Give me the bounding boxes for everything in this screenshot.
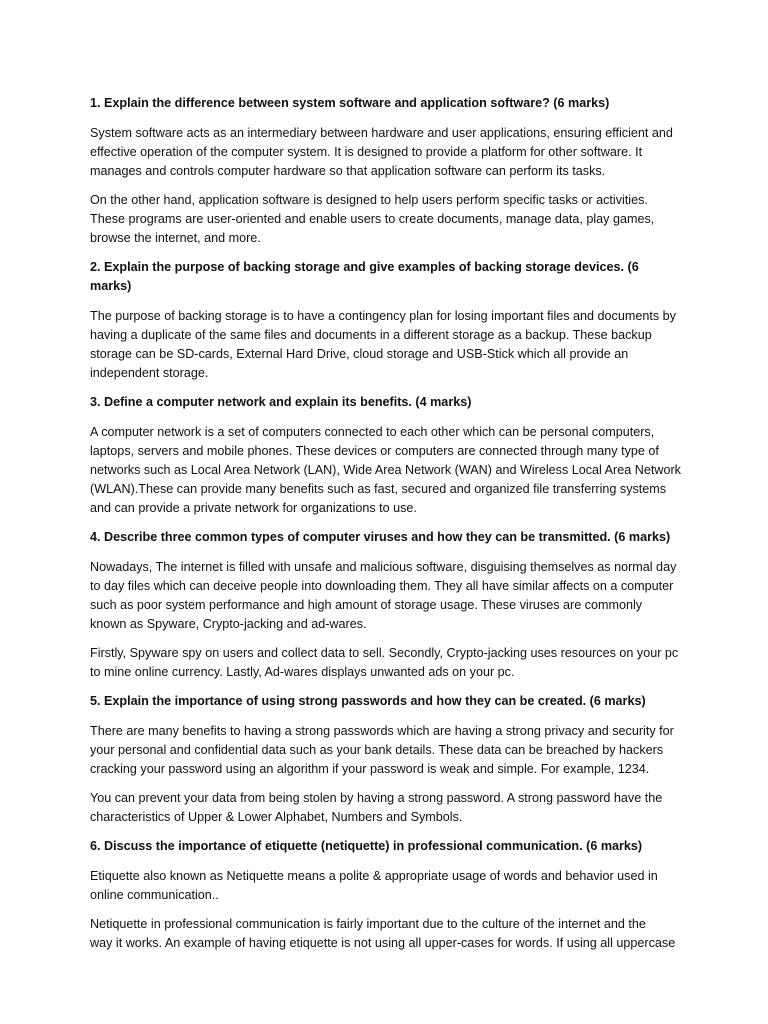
answer-line: On the other hand, application software is designed to help users perform specific tasks or activities. xyxy=(90,193,648,207)
answer-line: The purpose of backing storage is to have a contingency plan for losing important files and documents by xyxy=(90,309,676,323)
answer-line: having a duplicate of the same files and documents in a different storage as a backup. These backup xyxy=(90,328,652,342)
answer-paragraph xyxy=(90,644,680,682)
answer-paragraph xyxy=(90,915,680,953)
answer-line: Etiquette also known as Netiquette means a polite & appropriate usage of words and behavior used in xyxy=(90,869,658,883)
answer-line: characteristics of Upper & Lower Alphabet, Numbers and Symbols. xyxy=(90,810,463,824)
answer-line: way it works. An example of having etiquette is not using all upper-cases for words. If using all uppercase xyxy=(90,936,676,950)
question-heading: 5. Explain the importance of using strong passwords and how they can be created. (6 marks) xyxy=(90,694,646,708)
answer-line: storage can be SD-cards, External Hard Drive, cloud storage and USB-Stick which all provide an xyxy=(90,347,629,361)
answer-line: and can provide a private network for organizations to use. xyxy=(90,501,417,515)
answer-line: to day files which can deceive people into downloading them. They all have similar affects on a computer xyxy=(90,579,674,593)
answer-line: Nowadays, The internet is filled with unsafe and malicious software, disguising themselves as normal day xyxy=(90,560,677,574)
answer-line: (WLAN).These can provide many benefits such as fast, secured and organized file transferring systems xyxy=(90,482,667,496)
answer-line: A computer network is a set of computers connected to each other which can be personal computers, xyxy=(90,425,655,439)
question-section xyxy=(90,692,680,827)
answer-paragraph xyxy=(90,867,680,905)
question-section xyxy=(90,393,680,518)
answer-line: Firstly, Spyware spy on users and collect data to sell. Secondly, Crypto-jacking uses resources on your pc xyxy=(90,646,679,660)
question-section xyxy=(90,837,680,953)
answer-line: online communication.. xyxy=(90,888,219,902)
answer-paragraph xyxy=(90,558,680,634)
answer-line: your personal and confidential data such as your bank details. These data can be breached by hackers xyxy=(90,743,664,757)
question-heading: 2. Explain the purpose of backing storage and give examples of backing storage devices. (6 marks) xyxy=(90,260,639,293)
answer-paragraph xyxy=(90,307,680,383)
question-section xyxy=(90,528,680,682)
answer-line: browse the internet, and more. xyxy=(90,231,261,245)
answer-line: independent storage. xyxy=(90,366,209,380)
question-heading: 1. Explain the difference between system software and application software? (6 marks) xyxy=(90,96,610,110)
answer-line: such as poor system performance and high amount of storage usage. These viruses are commonly xyxy=(90,598,643,612)
question-heading: 6. Discuss the importance of etiquette (netiquette) in professional communication. (6 marks) xyxy=(90,839,643,853)
answer-line: These programs are user-oriented and enable users to create documents, manage data, play games, xyxy=(90,212,655,226)
answer-line: networks such as Local Area Network (LAN), Wide Area Network (WAN) and Wireless Local Area Network xyxy=(90,463,681,477)
answer-line: System software acts as an intermediary between hardware and user applications, ensuring efficient and xyxy=(90,126,673,140)
answer-line: Netiquette in professional communication is fairly important due to the culture of the internet and the xyxy=(90,917,646,931)
answer-line: known as Spyware, Crypto-jacking and ad-wares. xyxy=(90,617,367,631)
answer-line: cracking your password using an algorithm if your password is weak and simple. For example, 1234. xyxy=(90,762,650,776)
answer-paragraph xyxy=(90,722,680,779)
answer-paragraph xyxy=(90,124,680,181)
question-section xyxy=(90,94,680,248)
answer-line: There are many benefits to having a strong passwords which are having a strong privacy and security for xyxy=(90,724,674,738)
document-body xyxy=(90,94,680,953)
question-heading: 3. Define a computer network and explain its benefits. (4 marks) xyxy=(90,395,472,409)
answer-paragraph xyxy=(90,789,680,827)
question-section xyxy=(90,258,680,383)
answer-line: effective operation of the computer system. It is designed to provide a platform for other software. It xyxy=(90,145,643,159)
answer-paragraph xyxy=(90,191,680,248)
answer-line: to mine online currency. Lastly, Ad-wares displays unwanted ads on your pc. xyxy=(90,665,515,679)
answer-line: You can prevent your data from being stolen by having a strong password. A strong password have the xyxy=(90,791,663,805)
answer-line: laptops, servers and mobile phones. These devices or computers are connected through many type of xyxy=(90,444,659,458)
answer-line: manages and controls computer hardware so that application software can perform its tasks. xyxy=(90,164,606,178)
answer-paragraph xyxy=(90,423,680,518)
question-heading: 4. Describe three common types of computer viruses and how they can be transmitted. (6 marks) xyxy=(90,530,671,544)
